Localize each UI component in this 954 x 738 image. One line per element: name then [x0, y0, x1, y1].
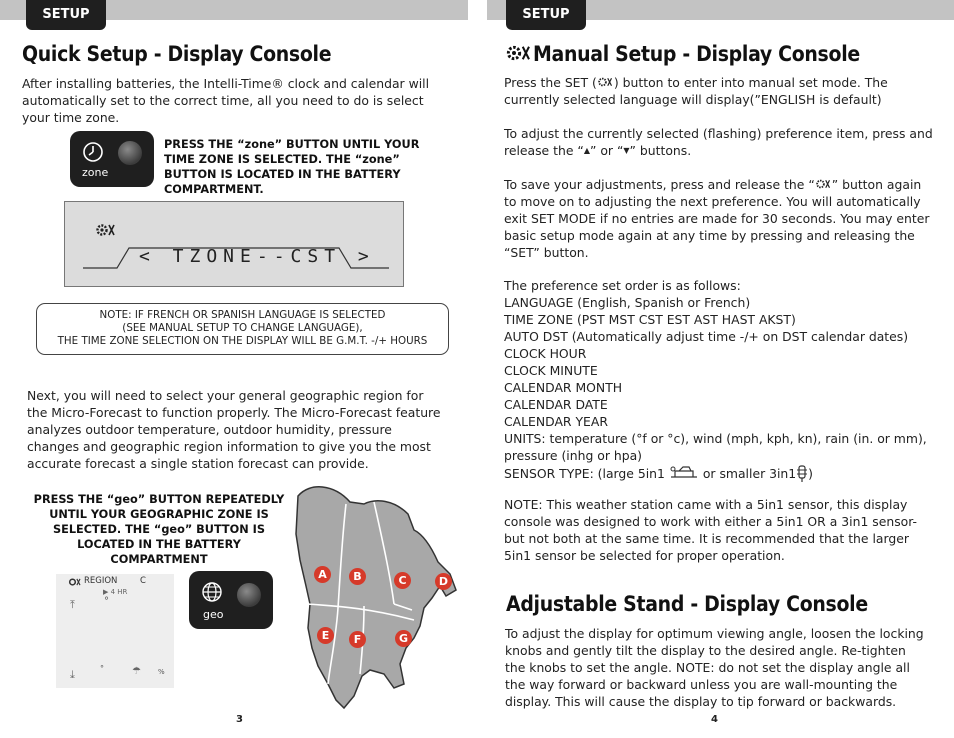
sensor-note-paragraph: NOTE: This weather station came with a 5in1 sensor, this display console was designed to work with either a 5in1 OR a 3in1 sensor- but not both at the same time. It is recommended that the larger 5in1 sensor be selected for proper operation.	[504, 497, 918, 563]
page-number-left: 3	[236, 714, 243, 725]
arrow-up-icon: ⤒	[70, 598, 75, 611]
page-title-manual-setup	[505, 42, 860, 66]
settings-icon	[68, 577, 82, 587]
p3-part-b: ” button again to move on to adjusting the next preference. You will automatically exit SET MODE if no entries are made for 30 seconds. You may enter basic setup mode again at any time by pressing and releasing the “SET” button.	[504, 177, 930, 260]
map-region-f: F	[349, 631, 366, 648]
p2-part-b: ” or “	[589, 143, 624, 158]
p1-part-b: ) button to enter into manual set mode. The currently selected language will display(”ENGLISH is default)	[504, 75, 888, 107]
list-item: AUTO DST (Automatically adjust time -/+ on DST calendar dates)	[504, 329, 909, 344]
percent-sign: %	[158, 668, 165, 676]
list-item: CLOCK HOUR	[504, 346, 587, 361]
sensor-5in1-icon	[669, 465, 699, 481]
degree-bottom: °	[100, 664, 104, 673]
geo-button-label: geo	[203, 608, 224, 621]
set-button-paragraph	[504, 74, 934, 108]
geo-button[interactable]	[237, 583, 261, 607]
list-item: UNITS: temperature (°f or °c), wind (mph, kph, kn), rain (in. or mm), pressure (inhg or hpa)	[504, 431, 927, 463]
hr-label-text: 4 HR	[110, 588, 128, 596]
settings-icon	[505, 43, 533, 63]
map-region-c: C	[394, 572, 411, 589]
p2-part-c: ” buttons.	[629, 143, 692, 158]
settings-icon	[597, 76, 614, 88]
note-line-3: THE TIME ZONE SELECTION ON THE DISPLAY WILL BE G.M.T. -/+ HOURS	[57, 335, 428, 347]
map-region-d: D	[435, 573, 452, 590]
zone-button[interactable]	[118, 141, 142, 165]
clock-icon	[82, 141, 104, 163]
preference-intro: The preference set order is as follows:	[504, 278, 741, 293]
list-item: LANGUAGE (English, Spanish or French)	[504, 295, 751, 310]
stand-paragraph: To adjust the display for optimum viewing angle, loosen the locking knobs and gently tilt the display to the desired angle. Re-tighten the knobs to set the angle. NOTE: do not set the display angle all the way forward or backward unless you are wall-mounting the display. This will cause the display to tip forward or backwards.	[505, 626, 924, 709]
sensor-part-b: or smaller 3in1	[702, 466, 797, 481]
sensor-part-a: SENSOR TYPE: (large 5in1	[504, 466, 665, 481]
zone-instruction: PRESS THE “zone” BUTTON UNTIL YOUR TIME ZONE IS SELECTED. THE “zone” BUTTON IS LOCATED IN THE BATTERY COMPARTMENT.	[164, 138, 420, 196]
globe-icon	[201, 581, 223, 603]
region-value: C	[140, 576, 146, 586]
tzone-lcd-display	[64, 201, 404, 287]
arrow-down-icon: ▼	[623, 146, 630, 155]
list-item: TIME ZONE (PST MST CST EST AST HAST AKST)	[504, 312, 796, 327]
geo-keypad	[189, 571, 273, 629]
list-item-sensor-type	[504, 464, 934, 482]
save-paragraph	[504, 176, 934, 261]
list-item: CALENDAR YEAR	[504, 414, 608, 429]
degree-top: °	[104, 596, 109, 607]
arrow-down-icon: ⤓	[70, 668, 75, 681]
list-item: CALENDAR MONTH	[504, 380, 623, 395]
lcd-tzone-text: < TZONE--CST >	[139, 246, 375, 267]
setup-tab-left: SETUP	[26, 0, 106, 30]
intro-paragraph: After installing batteries, the Intelli-Time® clock and calendar will automatically set to the correct time, all you need to do is select your time zone.	[22, 76, 430, 125]
map-region-b: B	[349, 568, 366, 585]
page-title-quick-setup: Quick Setup - Display Console	[22, 42, 332, 66]
region-label: REGION	[84, 576, 118, 586]
map-region-g: G	[395, 630, 412, 647]
sensor-3in1-icon	[796, 464, 808, 482]
umbrella-icon: ☂	[132, 666, 141, 677]
sensor-part-c: )	[808, 466, 814, 481]
list-item: CALENDAR DATE	[504, 397, 608, 412]
hr-label: ▶ 4 HR	[103, 588, 128, 596]
p2-part-a: To adjust the currently selected (flashing) preference item, press and release the “	[504, 126, 933, 158]
note-line-1: NOTE: IF FRENCH OR SPANISH LANGUAGE IS SELECTED	[99, 309, 386, 321]
note-line-2: (SEE MANUAL SETUP TO CHANGE LANGUAGE),	[122, 322, 363, 334]
arrow-up-icon: ▲	[583, 146, 590, 155]
geo-instruction: PRESS THE “geo” BUTTON REPEATEDLY UNTIL YOUR GEOGRAPHIC ZONE IS SELECTED. THE “geo” BUTTON IS LOCATED IN THE BATTERY COMPARTMENT	[33, 493, 285, 566]
preference-list	[504, 277, 934, 482]
lcd-frame-lines	[65, 202, 403, 286]
zone-keypad	[70, 131, 154, 187]
map-region-e: E	[317, 627, 334, 644]
zone-button-label: zone	[82, 166, 109, 179]
region-display	[56, 574, 174, 688]
geo-paragraph: Next, you will need to select your general geographic region for the Micro-Forecast to function properly. The Micro-Forecast feature analyzes outdoor temperature, outdoor humidity, pressure changes and geographic region information to give you the most accurate forecast a single station forecast can provide.	[27, 388, 441, 471]
north-america-region-map	[290, 478, 470, 718]
setup-tab-right: SETUP	[506, 0, 586, 30]
page-title-adjustable-stand: Adjustable Stand - Display Console	[506, 592, 868, 616]
language-note-box	[36, 303, 449, 355]
adjust-paragraph	[504, 125, 934, 159]
settings-icon	[815, 178, 832, 190]
list-item: CLOCK MINUTE	[504, 363, 598, 378]
map-region-a: A	[314, 566, 331, 583]
manual-setup-title-text: Manual Setup - Display Console	[533, 42, 860, 66]
p1-part-a: Press the SET (	[504, 75, 597, 90]
page-number-right: 4	[711, 714, 718, 725]
p3-part-a: To save your adjustments, press and release the “	[504, 177, 815, 192]
